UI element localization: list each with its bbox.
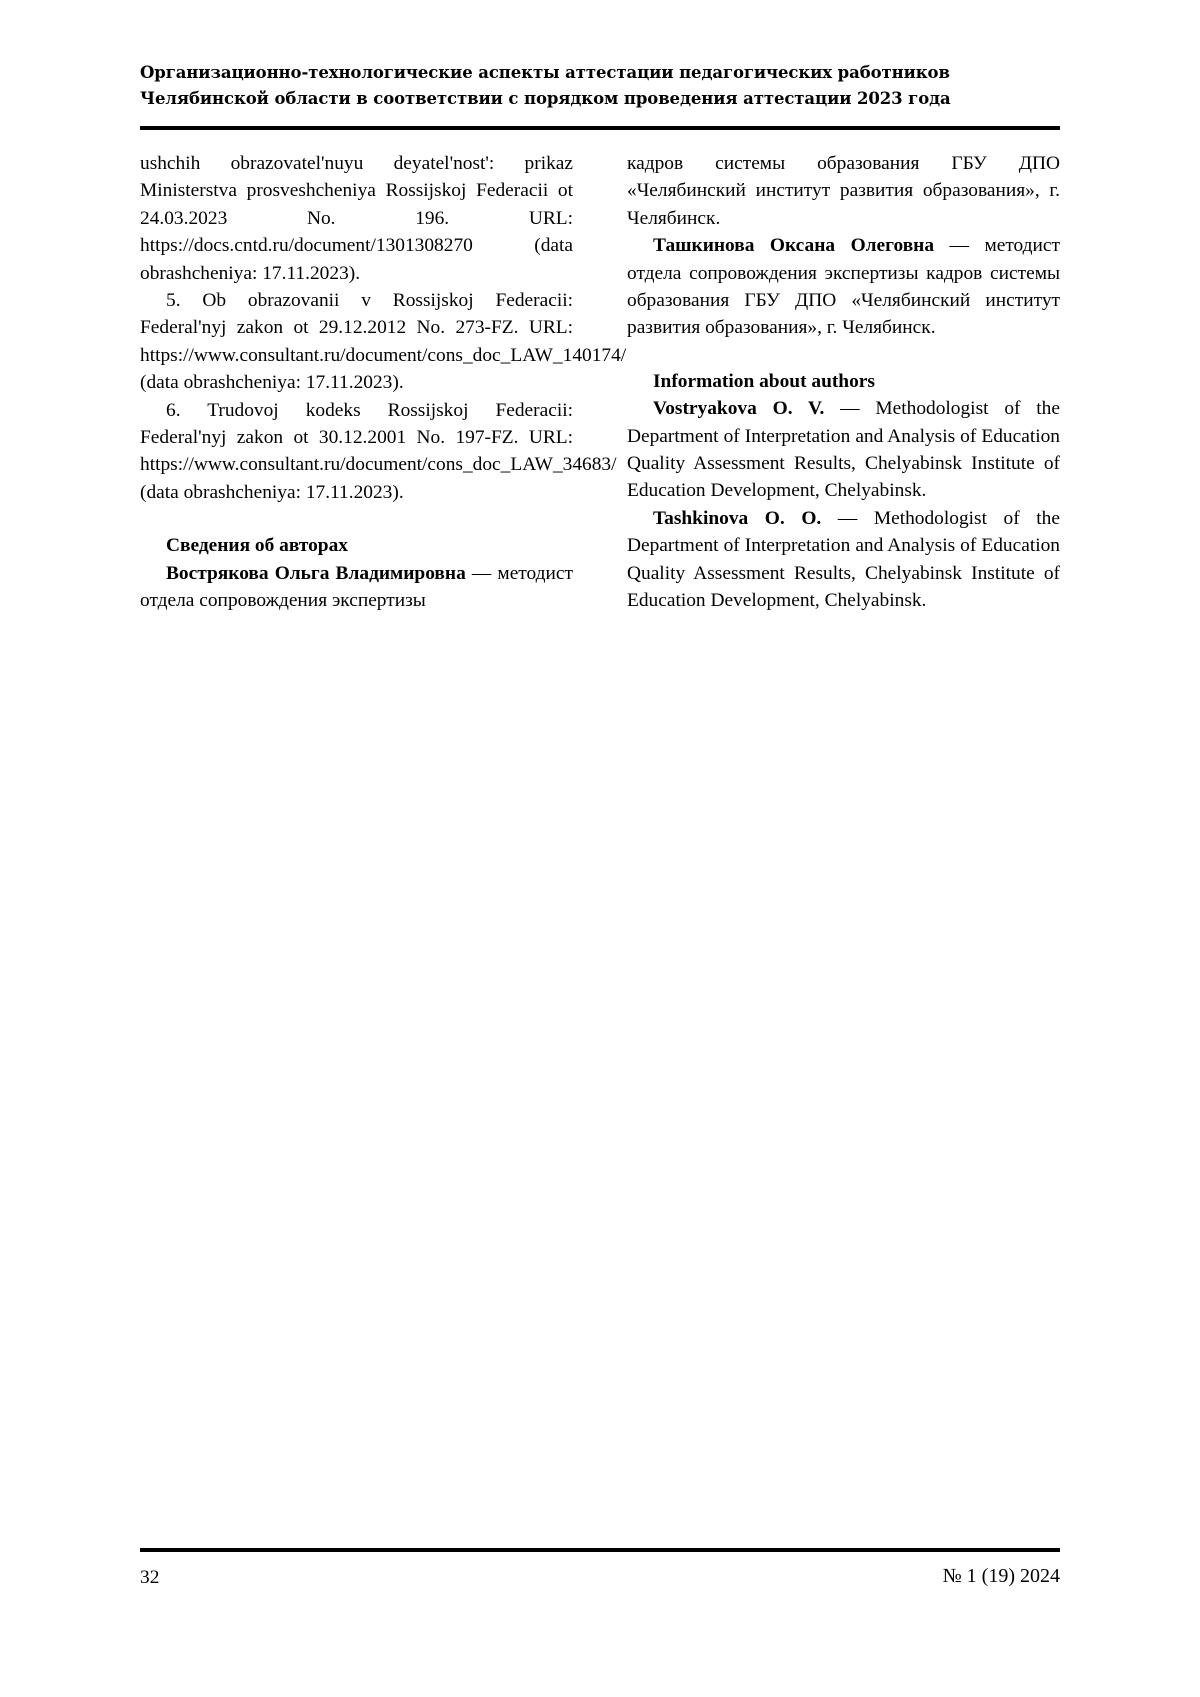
body-columns [140,150,1060,615]
author-1-name-ru: Вострякова Ольга Владимировна [166,562,466,584]
reference-5: 5. Ob obrazovanii v Rossijskoj Federacii: Federal'nyj zakon ot 29.12.2012 No. 273-FZ. URL: https://www.consultant.ru/document/cons_doc_LAW_140174/ (data obrashcheniya: 17.11.2023). [140,290,627,394]
author-1-name-en: Vostryakova O. V. [653,398,825,420]
running-head [140,60,1060,112]
running-head-line-1: Организационно-технологические аспекты аттестации педагогических работников [140,63,950,82]
issue-label: № 1 (19) 2024 [942,1565,1060,1587]
author-2-name-en: Tashkinova O. O. [653,507,822,529]
author-2-bio-en: — Methodologist of the Department of Interpretation and Analysis of Education Quality Assessment Results, Chelyabinsk Institute of Education Development, Chelyabinsk. [627,507,1060,612]
author-1-en [627,395,1060,505]
author-2-name-ru: Ташкинова Оксана Олеговна [653,235,935,257]
author-1-bio-ru-continued: кадров системы образования ГБУ ДПО «Челябинский институт развития образования», г. Челябинск. [627,153,1060,229]
author-1-bio-ru-start: — методист отдела сопровождения экспертизы [140,562,573,612]
reference-6: 6. Trudovoj kodeks Rossijskoj Federacii: Federal'nyj zakon ot 30.12.2001 No. 197-FZ. URL: https://www.consultant.ru/document/cons_doc_LAW_34683/ (data obrashcheniya: 17.11.2023). [140,399,617,503]
author-2-en [627,505,1060,615]
footer-rule [140,1548,1060,1552]
author-2-bio-ru: — методист отдела сопровождения экспертизы кадров системы образования ГБУ ДПО «Челябинский институт развития образования», г. Челябинск. [627,235,1060,339]
right-column [627,150,1060,615]
header-rule [140,126,1060,130]
left-column [140,150,627,615]
author-1-bio-en: — Methodologist of the Department of Interpretation and Analysis of Education Quality Assessment Results, Chelyabinsk Institute of Education Development, Chelyabinsk. [627,398,1060,502]
running-head-line-2: Челябинской области в соответствии с порядком проведения аттестации 2023 года [140,89,951,108]
authors-heading-ru: Сведения об авторах [166,535,348,557]
author-2-ru [627,232,1060,342]
authors-heading-en: Information about authors [653,370,875,392]
author-1-ru [140,560,573,615]
page-number: 32 [140,1567,160,1588]
reference-4-continued: ushchih obrazovatel'nuyu deyatel'nost': prikaz Ministerstva prosveshcheniya Rossijskoj Federacii ot 24.03.2023 No. 196. URL: https://docs.cntd.ru/document/1301308270 (data obrashcheniya: 17.11.2023). [140,153,573,284]
